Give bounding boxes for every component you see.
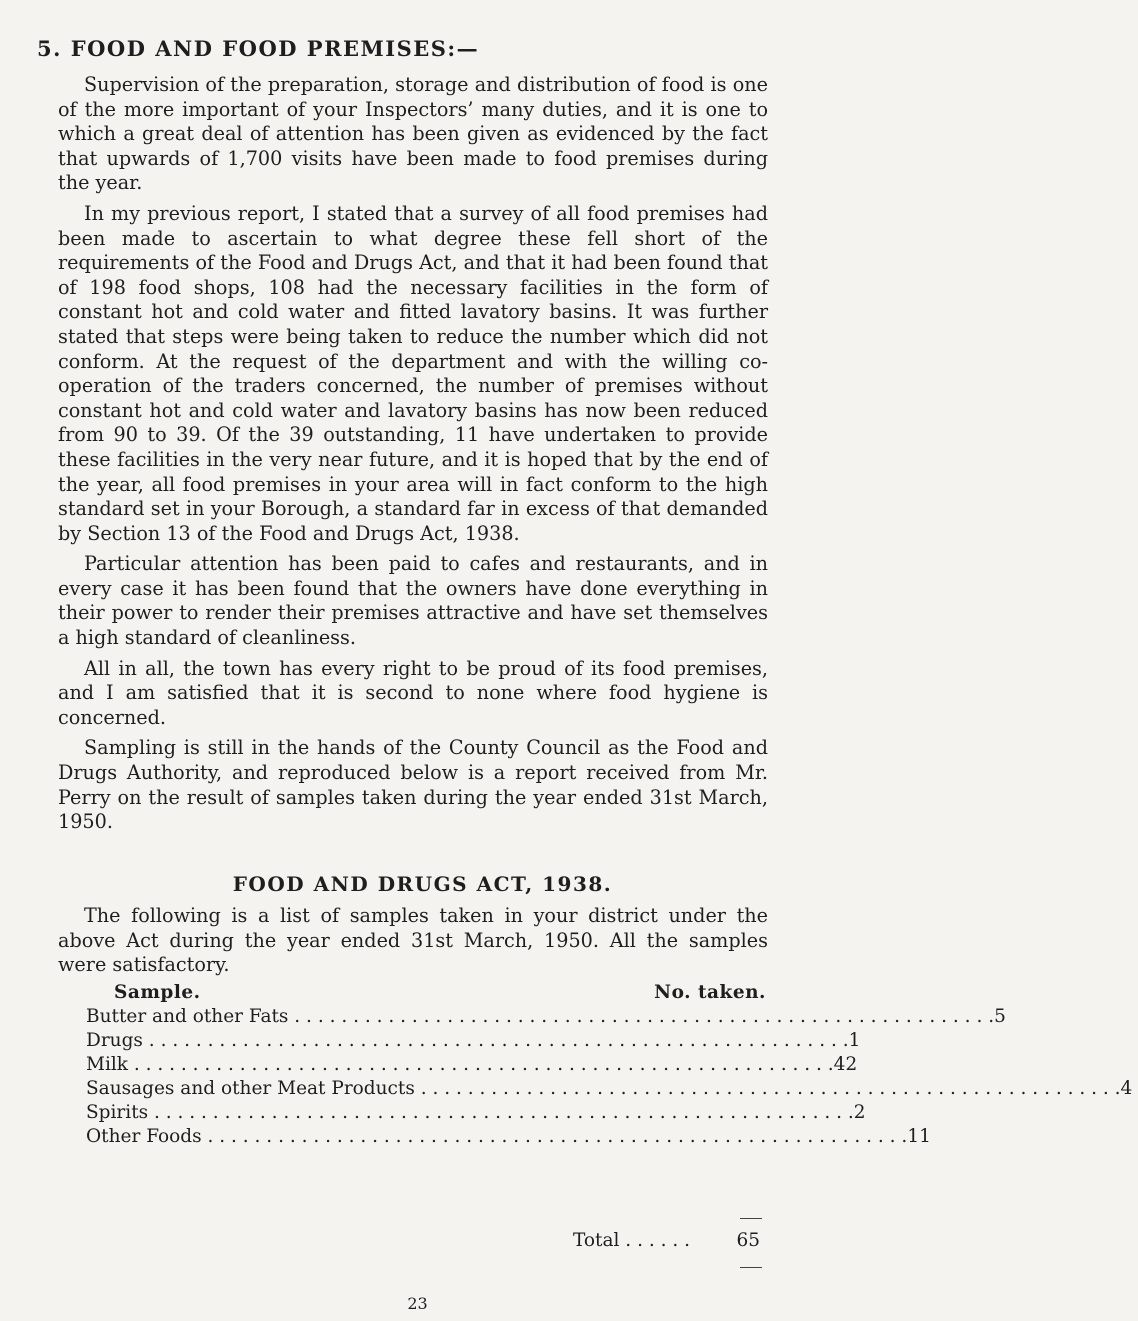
sample-name: Spirits . . . . . . . . . . . . . . . . . . . . . . . . . . . . . . . . . . . . . . . . . . . . . . . . . . . . . . . . . . . . [86, 1102, 854, 1123]
table-row [86, 1006, 1006, 1030]
paragraph: Particular attention has been paid to cafes and restaurants, and in every case it has been found that the owners have done everything in their power to render their premises attractive and have set themselves a high standard of cleanliness. [58, 552, 768, 650]
total-row [86, 1230, 766, 1251]
paragraph: Sampling is still in the hands of the County Council as the Food and Drugs Authority, and reproduced below is a report received from Mr. Perry on the result of samples taken during the year ended 31st March, 1950. [58, 736, 768, 834]
sample-count: 42 [833, 1054, 858, 1075]
samples-intro: The following is a list of samples taken in your district under the above Act during the year ended 31st March, 1950. All the samples were satisfactory. [58, 904, 768, 977]
sample-count: 5 [994, 1006, 1006, 1027]
sample-count: 4 [1120, 1078, 1133, 1099]
total-value: 65 [736, 1230, 760, 1251]
column-header-taken: No. taken. [654, 982, 766, 1003]
table-row [86, 1078, 1133, 1102]
total-rule-bottom [740, 1267, 762, 1268]
paragraph: All in all, the town has every right to be proud of its food premises, and I am satisfied that it is second to none where food hygiene is concerned. [58, 656, 768, 729]
act-subheading: FOOD AND DRUGS ACT, 1938. [232, 872, 613, 896]
sample-count: 1 [848, 1030, 861, 1051]
table-row [86, 1126, 931, 1150]
sample-count: 2 [853, 1102, 866, 1123]
sample-name: Milk . . . . . . . . . . . . . . . . . . . . . . . . . . . . . . . . . . . . . . . . . . . . . . . . . . . . . . . . . . . . [86, 1054, 834, 1075]
table-row [86, 1102, 866, 1126]
table-header [86, 982, 766, 1006]
body-text [58, 73, 768, 841]
column-header-sample: Sample. [114, 982, 201, 1003]
sample-count: 11 [907, 1126, 931, 1147]
sample-name: Other Foods . . . . . . . . . . . . . . . . . . . . . . . . . . . . . . . . . . . . . . . . . . . . . . . . . . . . . . . . . . . . [86, 1126, 908, 1147]
sample-name: Butter and other Fats . . . . . . . . . . . . . . . . . . . . . . . . . . . . . . . . . . . . . . . . . . . . . . . . . . . . . . . . . . . . [86, 1006, 995, 1027]
table-body [86, 1006, 1133, 1150]
samples-intro-block [58, 904, 768, 984]
paragraph: Supervision of the preparation, storage and distribution of food is one of the more important of your Inspectors’ many duties, and it is one to which a great deal of attention has been given as evidenced by the fact that upwards of 1,700 visits have been made to food premises during the year. [58, 73, 768, 195]
total-label: Total . . . . . . [573, 1230, 690, 1251]
total-rule-top [740, 1218, 762, 1219]
sample-name: Sausages and other Meat Products . . . . . . . . . . . . . . . . . . . . . . . . . . . . . . . . . . . . . . . . . . . . . . . . . . . . . . . . . . . . [86, 1078, 1121, 1099]
sample-name: Drugs . . . . . . . . . . . . . . . . . . . . . . . . . . . . . . . . . . . . . . . . . . . . . . . . . . . . . . . . . . . . [86, 1030, 849, 1051]
section-heading: 5. FOOD AND FOOD PREMISES:— [37, 36, 480, 61]
table-row [86, 1054, 858, 1078]
table-row [86, 1030, 861, 1054]
samples-table [86, 982, 1133, 1150]
paragraph: In my previous report, I stated that a survey of all food premises had been made to ascertain to what degree these fell short of the requirements of the Food and Drugs Act, and that it had been found that of 198 food shops, 108 had the necessary facilities in the form of constant hot and cold water and fitted lavatory basins. It was further stated that steps were being taken to reduce the number which did not conform. At the request of the department and with the willing co-operation of the traders concerned, the number of premises without constant hot and cold water and lavatory basins has now been reduced from 90 to 39. Of the 39 outstanding, 11 have undertaken to provide these facilities in the very near future, and it is hoped that by the end of the year, all food premises in your area will in fact conform to the high standard set in your Borough, a standard far in excess of that demanded by Section 13 of the Food and Drugs Act, 1938. [58, 201, 768, 545]
page-number: 23 [407, 1294, 428, 1313]
